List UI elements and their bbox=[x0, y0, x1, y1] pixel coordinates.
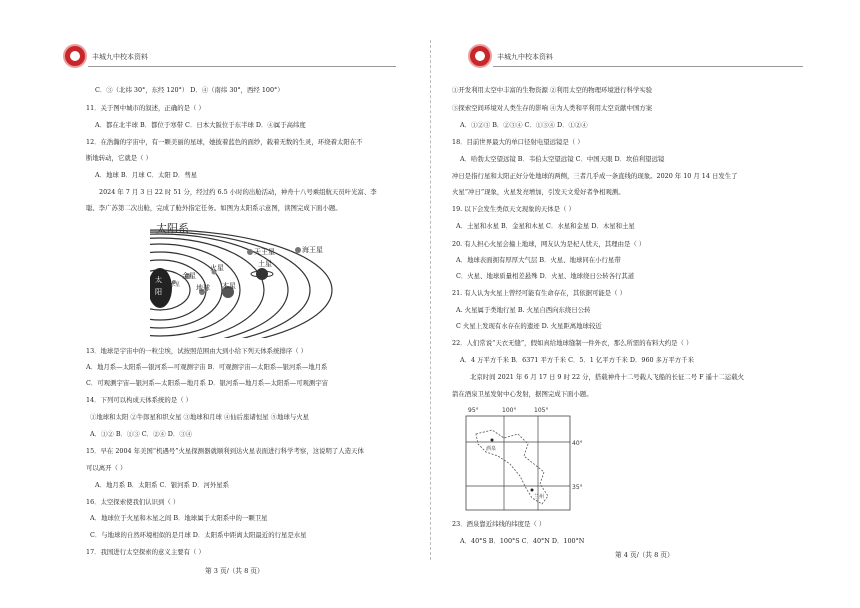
question-line: 断地转动，它就是（ ） bbox=[86, 154, 152, 162]
planet-label: 金星 bbox=[182, 272, 196, 280]
question-line: A．地月系—太阳系—银河系—可观测宇宙 B．可观测宇宙—太阳系—银河系—地月系 bbox=[86, 363, 328, 371]
place-label: 兰州 bbox=[534, 494, 545, 500]
planet-neptune bbox=[295, 247, 301, 253]
question-line: 箭在酒泉卫星发射中心发射，据图完成下面小题。 bbox=[452, 390, 593, 398]
question-line: 18．目前世界最大的单口径射电望远镜是（ ） bbox=[452, 138, 584, 146]
longitude-label: 95° bbox=[468, 407, 479, 414]
question-line: A．地月系 B．太阳系 C．银河系 D．河外星系 bbox=[95, 481, 230, 489]
question-line: A．①② B．①③ C．②④ D．③④ bbox=[90, 430, 193, 438]
planet-label: 海王星 bbox=[302, 246, 323, 254]
planet-label: 火星 bbox=[210, 264, 224, 272]
question-line: C．与地球的自然环境相似的是月球 D．太阳系中距离太阳最近的行星是水星 bbox=[90, 531, 307, 539]
planet-label: 地球 bbox=[196, 284, 210, 292]
school-name: 丰城九中校本资料 bbox=[497, 53, 553, 61]
question-line: A．地球表面拥有厚厚大气层 B．火星、地球同在小行星带 bbox=[456, 256, 621, 264]
jiuquan-map-figure bbox=[462, 404, 592, 514]
question-line: 可以离开（ ） bbox=[86, 464, 127, 472]
question-line: 13．地球是宇宙中的一粒尘埃，试按照范围由大到小给下列天体系统排序（ ） bbox=[86, 347, 308, 355]
question-line: 15．早在 2004 年美国“机遇号”火星探测器就顺利到达火星表面进行科学考察，这说明了人造天体 bbox=[86, 447, 364, 455]
question-line: C．③（北纬 30°，东经 120°） D．④（南纬 30°，西经 100°） bbox=[95, 86, 284, 94]
question-line: ③探索空间环境对人类生存的影响 ④为人类和平利用太空贡献中国方案 bbox=[452, 104, 653, 112]
question-line: C．火星、地球质量相差悬殊 D．火星、地球绕日公转各行其道 bbox=[456, 272, 635, 280]
question-line: A．40°S B．100°S C．40°N D．100°N bbox=[460, 537, 585, 545]
question-line: 冲日是指行星和太阳正好分处地球的两侧，三者几乎成一条直线的现象。2020 年 10 月 14 日发生了 bbox=[452, 172, 738, 180]
svg-text:阳: 阳 bbox=[155, 288, 162, 296]
longitude-label: 105° bbox=[534, 407, 549, 414]
question-line: 14．下列可以构成天体系统的是（ ） bbox=[86, 396, 193, 404]
question-line: 19. 以下会发生类似天文现象的天体是（ ） bbox=[452, 205, 575, 213]
question-line: A．①②③ B．②③④ C．①③④ D．①②④ bbox=[460, 121, 588, 129]
school-logo bbox=[63, 44, 87, 68]
page-footer: 第 3 页/（共 8 页） bbox=[205, 567, 264, 575]
question-line: 聪、李广苏第二次出舱，完成了舱外指定任务。如图为太阳系示意图，读图完成下面小题。 bbox=[86, 204, 342, 212]
svg-text:太: 太 bbox=[155, 276, 162, 284]
page-footer: 第 4 页/（共 8 页） bbox=[615, 551, 674, 559]
solar-system-figure bbox=[150, 218, 340, 338]
question-line: ①地球和太阳 ②牛郎星和织女星 ③地球和月球 ④仙后座诸恒星 ⑤地球与火星 bbox=[90, 413, 310, 421]
question-line: 火星“冲日”现象，火星发亮增加，引发天文爱好者争相观测。 bbox=[452, 188, 625, 196]
place-label: 酒泉 bbox=[486, 446, 497, 452]
planet-label: 木星 bbox=[222, 282, 236, 290]
question-line: A．都在北半球 B．都位于寒带 C．日本大阪位于东半球 D．④属于高纬度 bbox=[95, 121, 306, 129]
question-line: A．哈勃太空望远镜 B．韦伯太空望远镜 C．中国天眼 D．坎伯利望远镜 bbox=[460, 155, 665, 163]
question-line: A. 火星属于类地行星 B. 火星自西向东绕日公转 bbox=[456, 306, 591, 314]
question-line: 11．关于图中城市的叙述，正确的是（ ） bbox=[86, 104, 205, 112]
question-line: A．地球位于火星和木星之间 B．地球属于太阳系中的一颗卫星 bbox=[90, 514, 268, 522]
question-line: ①开发利用太空中丰富的生物资源 ②利用太空的物理环境进行科学实验 bbox=[452, 86, 653, 94]
question-line: 22．人们常说“天衣无缝”，假如真给地球缝制一件外衣，那么所需的布料大约是（ ） bbox=[452, 339, 693, 347]
question-line: 21. 有人认为火星上曾经可能有生命存在，其依据可能是（ ） bbox=[452, 289, 626, 297]
figure-title: 太阳系 bbox=[156, 222, 189, 235]
question-line: 12．在浩瀚的宇宙中，有一颗美丽的星球，她披着蓝色的面纱，载着无数的生灵，环绕着太阳在不 bbox=[86, 138, 363, 146]
question-line: A．地球 B．月球 C．太阳 D．彗星 bbox=[95, 171, 198, 179]
lanzhou-marker bbox=[531, 489, 534, 492]
jiuquan-marker bbox=[491, 439, 494, 442]
question-line: 20. 有人担心火星会撞上地球，网友认为是杞人忧天，其理由是（ ） bbox=[452, 240, 646, 248]
question-line: C 火星上发现有水存在的遗迹 D. 火星距离地球较近 bbox=[456, 322, 602, 330]
question-line: 北京时间 2021 年 6 月 17 日 9 时 22 分，搭载神舟十二号载人飞船的长征二号 F 遥十二运载火 bbox=[470, 373, 744, 381]
question-line: A．4 万平方千米 B．6371 平方千米 C．5．1 亿平方千米 D．960 多万平方千米 bbox=[460, 356, 694, 364]
question-line: 17．我国进行太空探索的意义主要有（ ） bbox=[86, 548, 205, 556]
planet-uranus bbox=[247, 249, 253, 255]
planet-label: 水星 bbox=[170, 282, 181, 288]
header-divider bbox=[493, 66, 803, 67]
planet-label: 土星 bbox=[258, 260, 272, 268]
planet-saturn bbox=[256, 268, 268, 280]
school-logo bbox=[468, 44, 492, 68]
question-line: 23．酒泉靠近纬线的纬度是（ ） bbox=[452, 520, 546, 528]
header-divider bbox=[88, 66, 396, 67]
latitude-label: 35° bbox=[572, 484, 583, 491]
planet-label: 天王星 bbox=[254, 248, 275, 256]
latitude-label: 40° bbox=[572, 440, 583, 447]
question-line: 16．太空探索使我们认识到（ ） bbox=[86, 498, 180, 506]
question-line: C．可观测宇宙—银河系—太阳系—地月系 D．银河系—地月系—太阳系—可观测宇宙 bbox=[86, 379, 329, 387]
longitude-label: 100° bbox=[502, 407, 517, 414]
question-line: 2024 年 7 月 3 日 22 时 51 分，经过约 6.5 小时的出舱活动，神舟十八号乘组航天员叶光富、李 bbox=[99, 188, 377, 196]
question-line: A．土星和水星 B．金星和木星 C．水星和金星 D．木星和土星 bbox=[456, 222, 635, 230]
school-name: 丰城九中校本资料 bbox=[92, 53, 148, 61]
page-divider bbox=[430, 40, 431, 560]
